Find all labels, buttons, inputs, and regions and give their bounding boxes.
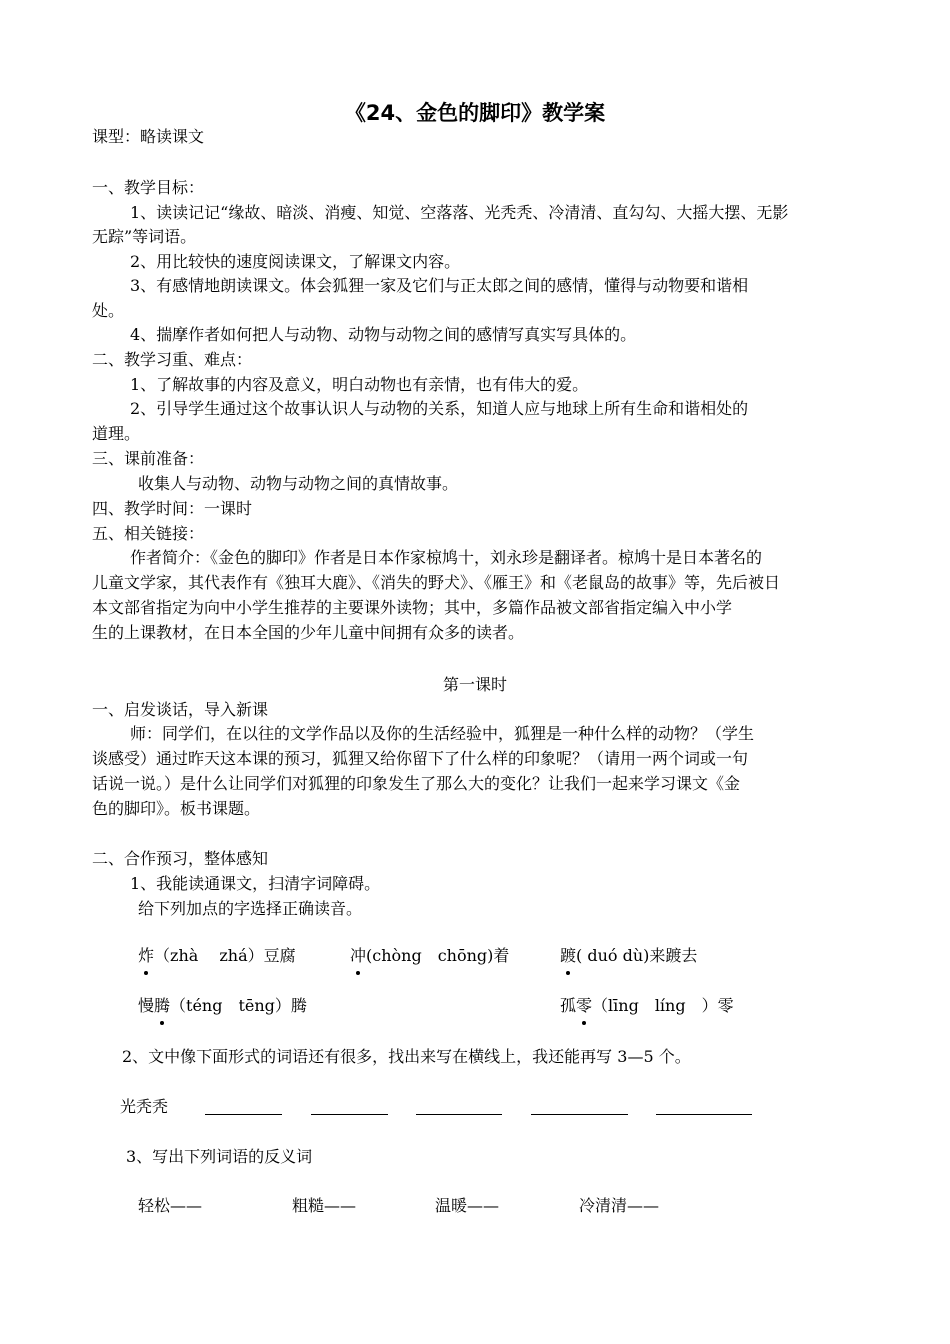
objective-1-line-2: 无踪”等词语。 — [92, 227, 197, 246]
pinyin-item-ling — [560, 994, 734, 1018]
pinyin-options: （téng tēng）腾 — [170, 996, 307, 1015]
answer-blank-1[interactable] — [205, 1114, 282, 1115]
section-1-line-1: 师：同学们，在以往的文学作品以及你的生活经验中，狐狸是一种什么样的动物？（学生 — [130, 724, 755, 743]
answer-blank-4[interactable] — [531, 1114, 628, 1115]
preparation-text: 收集人与动物、动物与动物之间的真情故事。 — [138, 474, 459, 493]
antonym-item-1: 轻松—— — [138, 1196, 203, 1215]
dotted-character: 腾 — [154, 994, 170, 1018]
section-1-heading: 一、启发谈话，导入新课 — [92, 700, 269, 719]
key-point-2-line-1: 2、引导学生通过这个故事认识人与动物的关系，知道人应与地球上所有生命和谐相处的 — [130, 399, 749, 418]
objective-2: 2、用比较快的速度阅读课文，了解课文内容。 — [130, 252, 461, 271]
author-intro-line-1: 作者简介：《金色的脚印》作者是日本作家椋鸠十，刘永珍是翻译者。椋鸠十是日本著名的 — [130, 548, 763, 567]
section-1-line-2: 谈感受）通过昨天这本课的预习，狐狸又给你留下了什么样的印象呢？（请用一两个词或一句 — [92, 749, 749, 768]
pinyin-item-duo — [560, 944, 697, 968]
answer-blank-2[interactable] — [311, 1114, 388, 1115]
objective-1-line-1: 1、读读记记“缘故、暗淡、消瘦、知觉、空落落、光秃秃、冷清清、直勾勾、大摇大摆、无影 — [130, 203, 789, 222]
section-1-line-3: 话说一说。）是什么让同学们对狐狸的印象发生了那么大的变化？让我们一起来学习课文《金 — [92, 774, 741, 793]
pinyin-item-teng — [138, 994, 307, 1018]
links-heading: 五、相关链接： — [92, 524, 205, 543]
objective-3-line-2: 处。 — [92, 301, 125, 320]
pinyin-options: (chòng chōng)着 — [366, 946, 510, 965]
lesson-type: 课型：略读课文 — [92, 127, 205, 146]
antonym-item-4: 冷清清—— — [579, 1196, 660, 1215]
answer-blank-3[interactable] — [416, 1114, 502, 1115]
key-points-heading: 二、教学习重、难点： — [92, 350, 253, 369]
prefix-character: 孤 — [560, 996, 577, 1015]
author-intro-line-2: 儿童文学家，其代表作有《独耳大鹿》、《消失的野犬》、《雁王》和《老鼠岛的故事》等，先后被日 — [92, 573, 781, 592]
pinyin-options: ( duó dù)来踱去 — [576, 946, 698, 965]
pinyin-options: （līng líng ）零 — [592, 996, 734, 1015]
task-3: 3、写出下列词语的反义词 — [126, 1147, 313, 1166]
antonym-item-2: 粗糙—— — [292, 1196, 357, 1215]
answer-blank-5[interactable] — [656, 1114, 752, 1115]
key-point-1: 1、了解故事的内容及意义，明白动物也有亲情，也有伟大的爱。 — [130, 375, 589, 394]
period-title: 第一课时 — [442, 675, 507, 694]
objective-4: 4、揣摩作者如何把人与动物、动物与动物之间的感情写真实写具体的。 — [130, 325, 637, 344]
antonym-item-3: 温暖—— — [435, 1196, 500, 1215]
task-2: 2、文中像下面形式的词语还有很多，找出来写在横线上，我还能再写 3—5 个。 — [122, 1047, 691, 1066]
teaching-time: 四、教学时间：一课时 — [92, 499, 253, 518]
task-1: 1、我能读通课文，扫清字词障碍。 — [130, 874, 381, 893]
dotted-character: 踱 — [560, 944, 576, 968]
dotted-character: 冲 — [350, 944, 366, 968]
preparation-heading: 三、课前准备： — [92, 449, 205, 468]
prefix-character: 慢 — [138, 996, 155, 1015]
author-intro-line-3: 本文部省指定为向中小学生推荐的主要课外读物；其中，多篇作品被文部省指定编入中小学 — [92, 598, 733, 617]
section-1-line-4: 色的脚印》。板书课题。 — [92, 799, 261, 818]
section-2-heading: 二、合作预习，整体感知 — [92, 849, 269, 868]
key-point-2-line-2: 道理。 — [92, 424, 141, 443]
pinyin-item-chong — [350, 944, 509, 968]
objective-3-line-1: 3、有感情地朗读课文。体会狐狸一家及它们与正太郎之间的感情，懂得与动物要和谐相 — [130, 276, 749, 295]
pinyin-options: （zhà zhá）豆腐 — [154, 946, 296, 965]
dotted-character: 炸 — [138, 944, 154, 968]
task-1-instruction: 给下列加点的字选择正确读音。 — [138, 899, 363, 918]
author-intro-line-4: 生的上课教材，在日本全国的少年儿童中间拥有众多的读者。 — [92, 623, 525, 642]
objectives-heading: 一、教学目标： — [92, 178, 205, 197]
example-word: 光秃秃 — [120, 1097, 169, 1116]
document-title: 《24、金色的脚印》教学案 — [344, 101, 606, 125]
dotted-character: 零 — [576, 994, 592, 1018]
pinyin-item-zha — [138, 944, 296, 968]
